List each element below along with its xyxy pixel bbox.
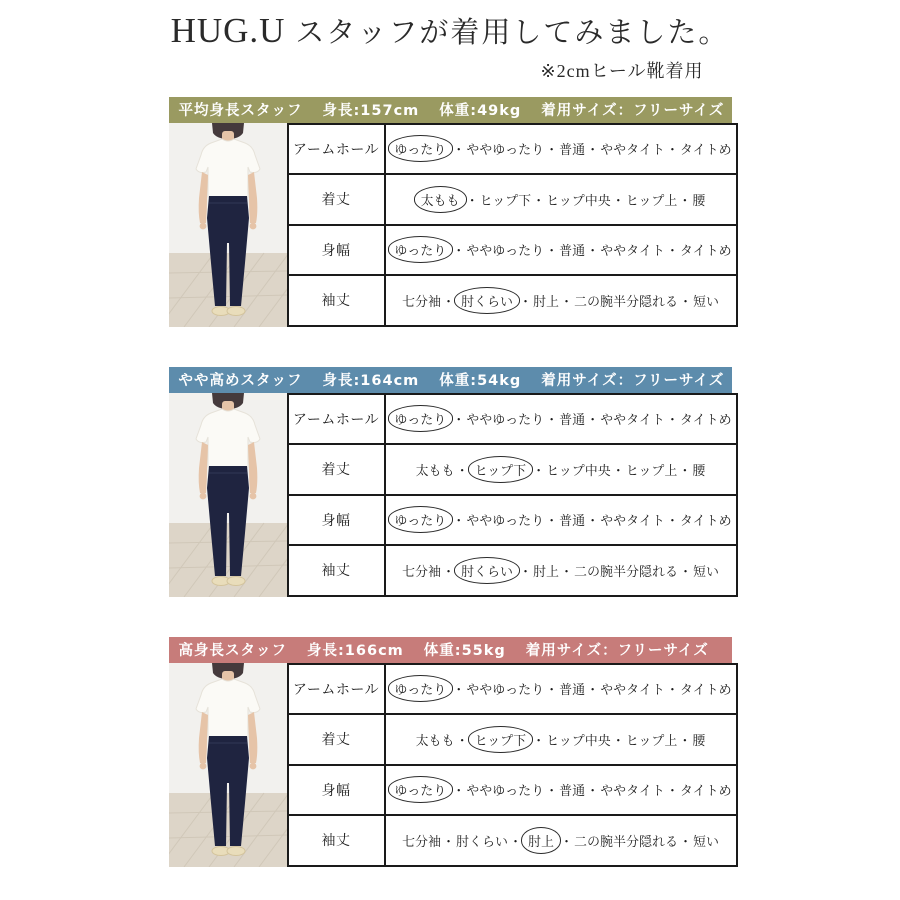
option-separator: ・	[519, 564, 533, 580]
staff-weight: 体重:55kg	[423, 643, 506, 659]
option-separator: ・	[586, 413, 600, 429]
fit-row-options	[386, 276, 736, 325]
selected-option: ゆったり	[388, 236, 454, 263]
fit-table	[287, 663, 738, 867]
option-separator: ・	[532, 733, 546, 749]
selected-option: 肘くらい	[454, 557, 520, 584]
staff-size: 着用サイズ：フリーサイズ	[541, 103, 725, 119]
option: ややタイト	[600, 683, 665, 699]
option: ヒップ上	[625, 733, 678, 749]
option-separator: ・	[611, 193, 625, 209]
option-separator: ・	[452, 413, 466, 429]
option-separator: ・	[678, 733, 692, 749]
option: ややゆったり	[466, 683, 545, 699]
fit-row	[289, 276, 736, 325]
section-body	[169, 123, 732, 327]
option: 七分袖	[402, 294, 442, 310]
option-separator: ・	[665, 514, 679, 530]
option: ヒップ中央	[546, 463, 611, 479]
page-title-text: スタッフが着用してみました。	[295, 17, 730, 49]
fit-table	[287, 393, 738, 597]
fit-row-label: 袖丈	[289, 276, 386, 325]
fit-table	[287, 123, 738, 327]
option: タイトめ	[679, 683, 732, 699]
option-separator: ・	[560, 564, 574, 580]
heel-note: ※2cmヒール靴着用	[540, 60, 704, 81]
fit-row-options	[386, 496, 736, 545]
fit-row-options	[386, 125, 736, 174]
fit-row-options	[386, 395, 736, 444]
option: 二の腕半分隠れる	[574, 294, 679, 310]
option: ヒップ上	[625, 193, 678, 209]
brand-logo-text: HUG.U	[170, 11, 286, 50]
option: ややタイト	[600, 244, 665, 260]
option: タイトめ	[679, 244, 732, 260]
option: タイトめ	[679, 514, 732, 530]
staff-weight: 体重:49kg	[439, 103, 522, 119]
fit-row	[289, 665, 736, 716]
option: タイトめ	[679, 413, 732, 429]
fit-row	[289, 445, 736, 496]
option-separator: ・	[452, 143, 466, 159]
option-separator: ・	[452, 683, 466, 699]
option-separator: ・	[519, 294, 533, 310]
option-separator: ・	[455, 463, 469, 479]
fit-row	[289, 226, 736, 277]
selected-option: ゆったり	[388, 675, 454, 702]
option-separator: ・	[678, 193, 692, 209]
option-separator: ・	[442, 834, 456, 850]
fit-row-label: 着丈	[289, 175, 386, 224]
option: 普通	[559, 143, 586, 159]
option-separator: ・	[465, 193, 479, 209]
fit-row-label: 身幅	[289, 766, 386, 815]
staff-size: 着用サイズ：フリーサイズ	[541, 373, 725, 389]
option: ややゆったり	[466, 784, 545, 800]
fit-row-label: 着丈	[289, 715, 386, 764]
option-separator: ・	[455, 733, 469, 749]
fit-row-options	[386, 816, 736, 865]
option-separator: ・	[545, 244, 559, 260]
option-separator: ・	[611, 733, 625, 749]
staff-photo	[169, 123, 287, 327]
option-separator: ・	[679, 564, 693, 580]
fit-row	[289, 175, 736, 226]
section-header	[169, 367, 732, 393]
option: 肘上	[533, 294, 560, 310]
option: 七分袖	[402, 564, 442, 580]
option-separator: ・	[665, 244, 679, 260]
fit-row	[289, 125, 736, 176]
fit-row	[289, 766, 736, 817]
option: 二の腕半分隠れる	[574, 564, 679, 580]
option: ヒップ中央	[546, 193, 611, 209]
selected-option: 肘上	[521, 827, 561, 854]
option: ややタイト	[600, 413, 665, 429]
staff-section	[169, 367, 732, 597]
option-separator: ・	[679, 294, 693, 310]
option: ややゆったり	[466, 413, 545, 429]
fit-row-label: アームホール	[289, 125, 386, 174]
option: ややゆったり	[466, 244, 545, 260]
option: 太もも	[415, 733, 455, 749]
option: 腰	[692, 463, 706, 479]
option: ややタイト	[600, 143, 665, 159]
fit-row-label: アームホール	[289, 395, 386, 444]
page-title	[170, 11, 730, 50]
option-separator: ・	[665, 784, 679, 800]
option-separator: ・	[442, 564, 456, 580]
section-body	[169, 393, 732, 597]
staff-section	[169, 637, 732, 867]
option-separator: ・	[611, 463, 625, 479]
staff-height: 身長:166cm	[307, 643, 404, 659]
option-separator: ・	[665, 143, 679, 159]
selected-option: ヒップ下	[468, 456, 534, 483]
option: ややゆったり	[466, 514, 545, 530]
fit-row-label: 着丈	[289, 445, 386, 494]
staff-type: やや高めスタッフ	[178, 373, 303, 389]
option: ややタイト	[600, 784, 665, 800]
section-header	[169, 637, 732, 663]
option: ヒップ上	[625, 463, 678, 479]
fit-row	[289, 816, 736, 865]
option: 腰	[692, 733, 706, 749]
option-separator: ・	[665, 683, 679, 699]
fit-row-options	[386, 546, 736, 595]
section-body	[169, 663, 732, 867]
staff-photo	[169, 663, 287, 867]
fit-row-options	[386, 715, 736, 764]
option-separator: ・	[586, 784, 600, 800]
staff-weight: 体重:54kg	[439, 373, 522, 389]
option: ヒップ下	[479, 193, 532, 209]
option-separator: ・	[452, 784, 466, 800]
fit-row-label: アームホール	[289, 665, 386, 714]
option: 短い	[693, 564, 720, 580]
option: 肘くらい	[456, 834, 509, 850]
staff-photo-illustration	[169, 393, 287, 597]
option: タイトめ	[679, 143, 732, 159]
option: 肘上	[533, 564, 560, 580]
staff-height: 身長:157cm	[322, 103, 420, 119]
fit-row-label: 身幅	[289, 496, 386, 545]
staff-section	[169, 97, 732, 327]
option: 二の腕半分隠れる	[574, 834, 679, 850]
option-separator: ・	[586, 683, 600, 699]
fit-row	[289, 715, 736, 766]
option: 普通	[559, 683, 586, 699]
option: 太もも	[415, 463, 455, 479]
page-header	[0, 0, 900, 51]
option-separator: ・	[586, 244, 600, 260]
selected-option: ヒップ下	[468, 726, 534, 753]
option: ややタイト	[600, 514, 665, 530]
fit-row-options	[386, 665, 736, 714]
selected-option: ゆったり	[388, 776, 454, 803]
fit-row-options	[386, 766, 736, 815]
staff-photo-illustration	[169, 663, 287, 867]
staff-photo	[169, 393, 287, 597]
fit-row-label: 袖丈	[289, 546, 386, 595]
selected-option: 太もも	[414, 186, 467, 213]
option-separator: ・	[442, 294, 456, 310]
selected-option: ゆったり	[388, 135, 454, 162]
option: 短い	[693, 294, 720, 310]
fit-row	[289, 496, 736, 547]
option: 短い	[693, 834, 720, 850]
staff-type: 平均身長スタッフ	[178, 103, 303, 119]
option: 腰	[692, 193, 706, 209]
option-separator: ・	[545, 514, 559, 530]
option-separator: ・	[560, 834, 574, 850]
option: 普通	[559, 514, 586, 530]
sections	[169, 97, 732, 867]
fit-row	[289, 546, 736, 595]
option-separator: ・	[452, 514, 466, 530]
option-separator: ・	[532, 463, 546, 479]
option: タイトめ	[679, 784, 732, 800]
selected-option: 肘くらい	[454, 287, 520, 314]
option-separator: ・	[509, 834, 523, 850]
option-separator: ・	[586, 143, 600, 159]
option-separator: ・	[586, 514, 600, 530]
option-separator: ・	[545, 143, 559, 159]
fit-row-options	[386, 445, 736, 494]
fit-row-options	[386, 175, 736, 224]
option-separator: ・	[679, 834, 693, 850]
selected-option: ゆったり	[388, 506, 454, 533]
option: 七分袖	[402, 834, 442, 850]
selected-option: ゆったり	[388, 405, 454, 432]
option-separator: ・	[452, 244, 466, 260]
staff-photo-illustration	[169, 123, 287, 327]
staff-height: 身長:164cm	[322, 373, 420, 389]
section-header	[169, 97, 732, 123]
option-separator: ・	[678, 463, 692, 479]
option-separator: ・	[665, 413, 679, 429]
option-separator: ・	[545, 784, 559, 800]
fit-row-label: 身幅	[289, 226, 386, 275]
staff-size: 着用サイズ：フリーサイズ	[525, 643, 709, 659]
option: 普通	[559, 413, 586, 429]
option-separator: ・	[560, 294, 574, 310]
option-separator: ・	[545, 683, 559, 699]
option: ややゆったり	[466, 143, 545, 159]
fit-row-options	[386, 226, 736, 275]
fit-row	[289, 395, 736, 446]
staff-type: 高身長スタッフ	[178, 643, 287, 659]
option-separator: ・	[545, 413, 559, 429]
option-separator: ・	[532, 193, 546, 209]
option: 普通	[559, 244, 586, 260]
option: ヒップ中央	[546, 733, 611, 749]
fit-row-label: 袖丈	[289, 816, 386, 865]
option: 普通	[559, 784, 586, 800]
